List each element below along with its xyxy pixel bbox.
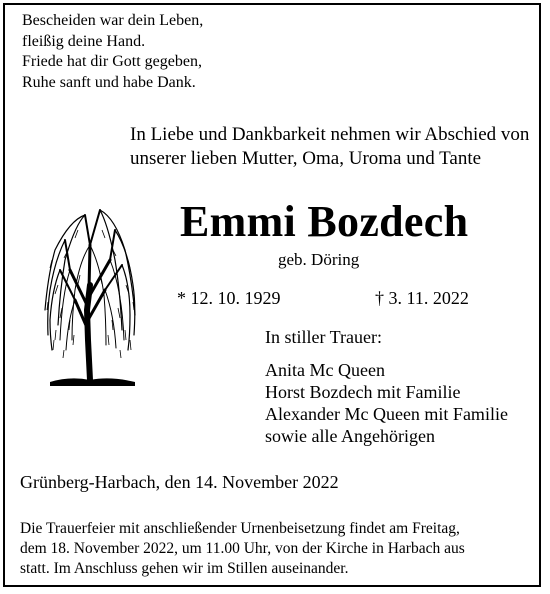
- mourner: Horst Bozdech mit Familie: [265, 382, 461, 402]
- mourners-list: [265, 359, 508, 447]
- intro-line: In Liebe und Dankbarkeit nehmen wir Abschied von: [130, 124, 530, 145]
- weeping-willow-icon: [30, 190, 150, 390]
- intro-line: unserer lieben Mutter, Oma, Uroma und Tante: [130, 148, 482, 169]
- funeral-line: dem 18. November 2022, um 11.00 Uhr, von der Kirche in Harbach aus: [20, 540, 465, 557]
- poem: [22, 11, 203, 93]
- place-and-date: Grünberg-Harbach, den 14. November 2022: [20, 472, 339, 492]
- poem-line: fleißig deine Hand.: [22, 32, 146, 50]
- poem-line: Ruhe sanft und habe Dank.: [22, 73, 196, 91]
- deceased-name: Emmi Bozdech: [180, 197, 469, 246]
- mourner: Anita Mc Queen: [265, 360, 385, 380]
- mourner: Alexander Mc Queen mit Familie: [265, 404, 508, 424]
- obituary-notice: [3, 3, 541, 587]
- maiden-name: geb. Döring: [278, 250, 360, 269]
- mourner: sowie alle Angehörigen: [265, 426, 435, 446]
- funeral-line: Die Trauerfeier mit anschließender Urnenbeisetzung findet am Freitag,: [20, 520, 460, 537]
- intro-text: [130, 123, 529, 171]
- poem-line: Bescheiden war dein Leben,: [22, 12, 204, 29]
- grief-label: In stiller Trauer:: [265, 327, 382, 347]
- funeral-info: [20, 519, 465, 579]
- poem-line: Friede hat dir Gott gegeben,: [22, 53, 202, 70]
- death-date: † 3. 11. 2022: [375, 288, 469, 308]
- birth-date: * 12. 10. 1929: [177, 288, 281, 308]
- funeral-line: statt. Im Anschluss gehen wir im Stillen auseinander.: [20, 560, 349, 577]
